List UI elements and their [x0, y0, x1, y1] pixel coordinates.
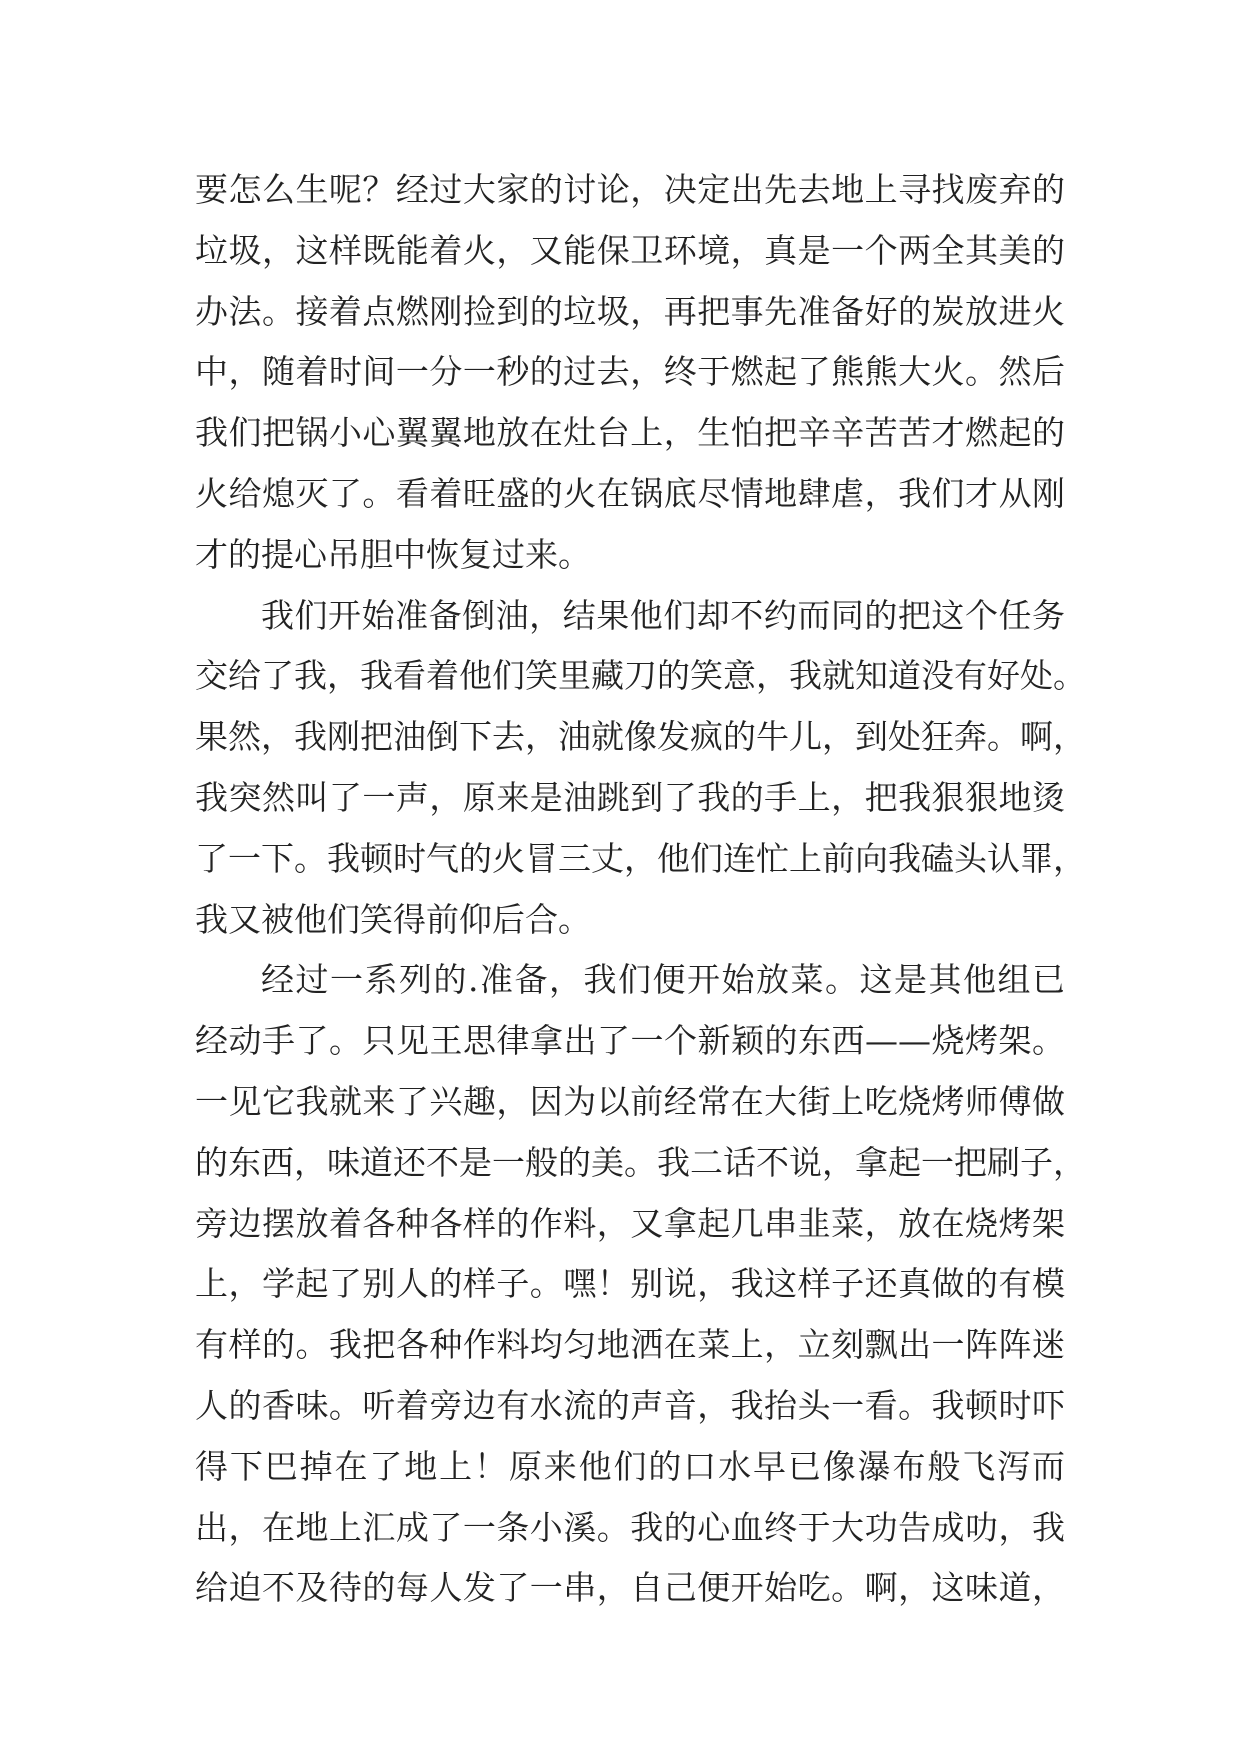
text-line: 经动手了。只见王思律拿出了一个新颖的东西——烧烤架。: [195, 1021, 1065, 1061]
text-line: 才的提心吊胆中恢复过来。: [195, 534, 591, 574]
text-line: 我们把锅小心翼翼地放在灶台上，生怕把辛辛苦苦才燃起的: [195, 413, 1065, 453]
text-line: 火给熄灭了。看着旺盛的火在锅底尽情地肆虐，我们才从刚: [195, 473, 1065, 513]
body-text: [195, 160, 1086, 1619]
text-line: 有样的。我把各种作料均匀地洒在菜上，立刻飘出一阵阵迷: [195, 1325, 1065, 1365]
paragraph-first-line: 我们开始准备倒油，结果他们却不约而同的把这个任务: [261, 595, 1065, 635]
text-line: 人的香味。听着旁边有水流的声音，我抬头一看。我顿时吓: [195, 1385, 1065, 1425]
text-line: 了一下。我顿时气的火冒三丈，他们连忙上前向我磕头认罪，: [195, 838, 1086, 878]
text-line: 我突然叫了一声，原来是油跳到了我的手上，把我狠狠地烫: [195, 777, 1065, 817]
text-line: 垃圾，这样既能着火，又能保卫环境，真是一个两全其美的: [195, 230, 1065, 270]
text-line: 一见它我就来了兴趣，因为以前经常在大街上吃烧烤师傅做: [195, 1081, 1065, 1121]
text-line: 果然，我刚把油倒下去，油就像发疯的牛儿，到处狂奔。啊，: [195, 717, 1086, 757]
text-line: 要怎么生呢？经过大家的讨论，决定出先去地上寻找废弃的: [195, 170, 1065, 209]
text-line: 的东西，味道还不是一般的美。我二话不说，拿起一把刷子，: [195, 1142, 1086, 1182]
text-line: 办法。接着点燃刚捡到的垃圾，再把事先准备好的炭放进火: [195, 291, 1065, 331]
paragraph-first-line: 经过一系列的.准备，我们便开始放菜。这是其他组已: [261, 960, 1065, 1000]
text-line: 给迫不及待的每人发了一串，自己便开始吃。啊，这味道，: [195, 1568, 1065, 1608]
text-line: 我又被他们笑得前仰后合。: [195, 899, 591, 939]
text-line: 交给了我，我看着他们笑里藏刀的笑意，我就知道没有好处。: [195, 656, 1086, 696]
text-line: 出，在地上汇成了一条小溪。我的心血终于大功告成叻，我: [195, 1507, 1065, 1547]
text-line: 中，随着时间一分一秒的过去，终于燃起了熊熊大火。然后: [195, 352, 1065, 392]
text-line: 上，学起了别人的样子。嘿！别说，我这样子还真做的有模: [195, 1264, 1065, 1304]
text-line: 得下巴掉在了地上！原来他们的口水早已像瀑布般飞泻而: [195, 1446, 1065, 1486]
text-line: 旁边摆放着各种各样的作料，又拿起几串韭菜，放在烧烤架: [195, 1203, 1065, 1243]
